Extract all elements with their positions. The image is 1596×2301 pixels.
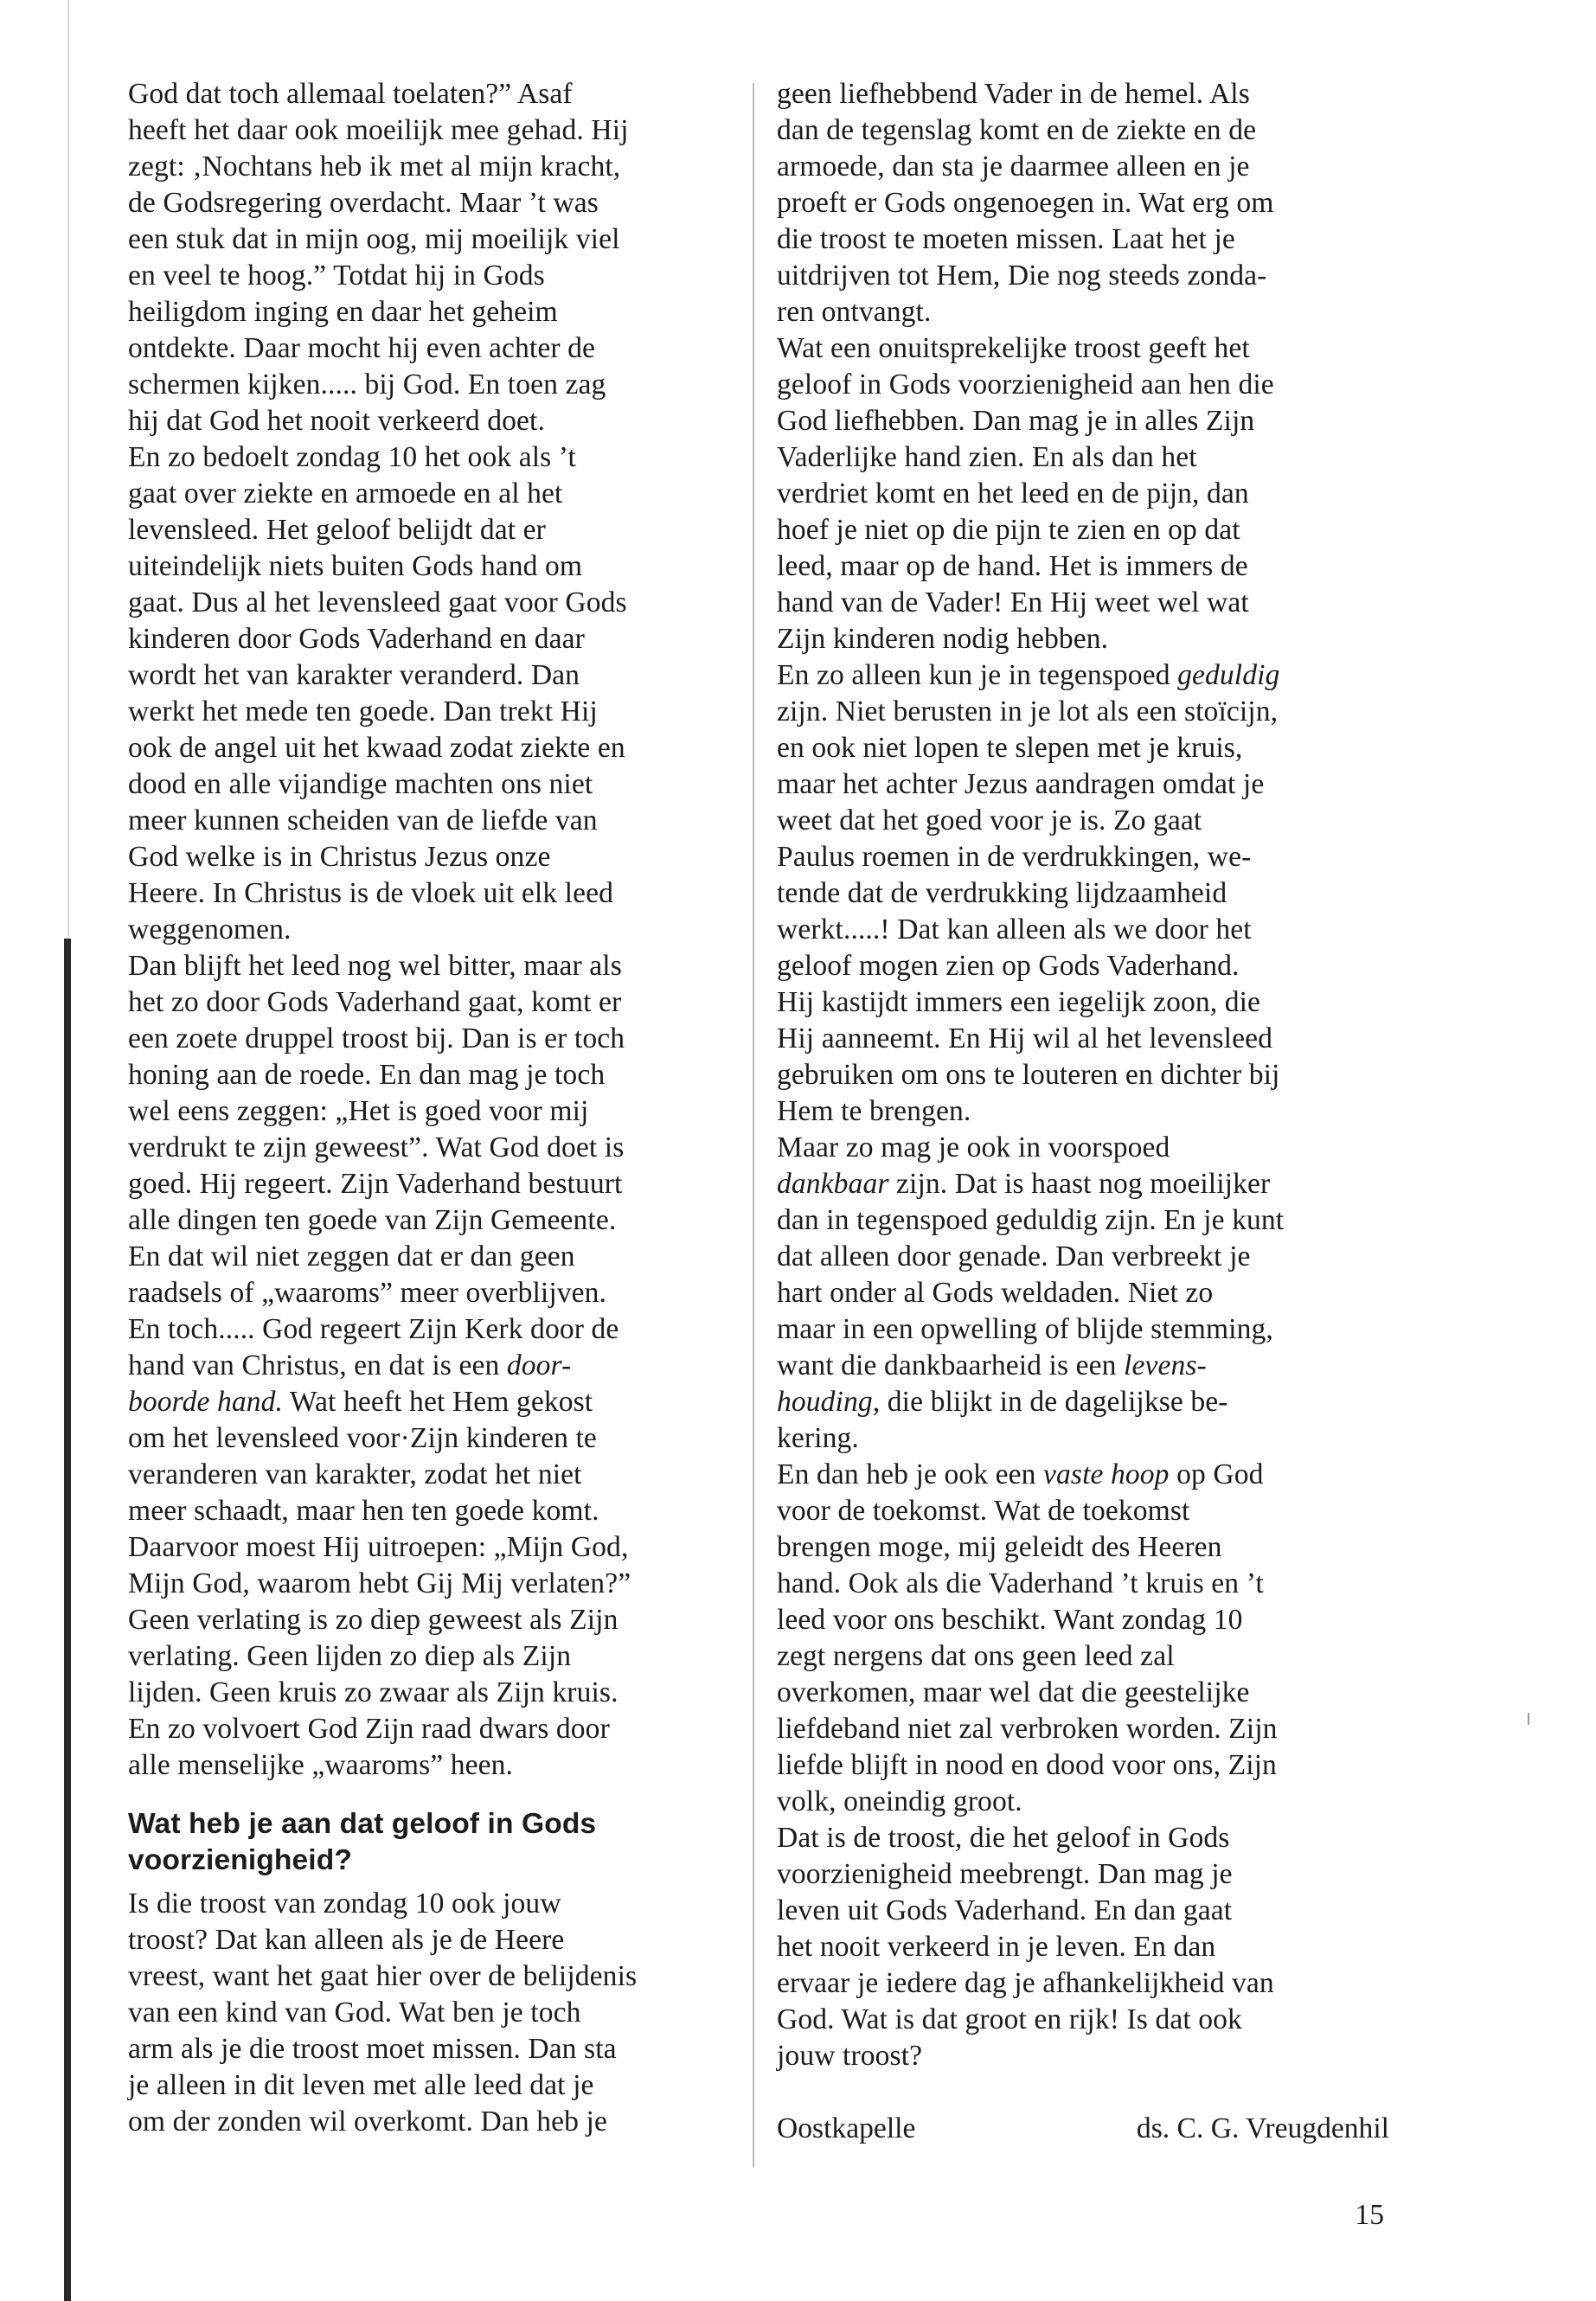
text-line: die troost te moeten missen. Laat het je <box>777 223 1235 255</box>
text-segment: die blijkt in de dagelijkse be- <box>880 1386 1228 1418</box>
text-line <box>777 657 1407 694</box>
section-heading: Wat heb je aan dat geloof in Gods <box>128 1808 597 1840</box>
text-line <box>777 1457 1407 1493</box>
text-line: geloof mogen zien op Gods Vaderhand. <box>777 950 1240 982</box>
text-line: gaat. Dus al het levensleed gaat voor Gods <box>128 586 627 619</box>
text-line: uiteindelijk niets buiten Gods hand om <box>128 550 583 582</box>
text-line: geloof in Gods voorzienigheid aan hen die <box>777 369 1274 401</box>
text-line: verdrukt te zijn geweest”. Wat God doet is <box>128 1131 625 1163</box>
text-line: van een kind van God. Wat ben je toch <box>128 1997 581 2029</box>
text-line: En toch..... God regeert Zijn Kerk door de <box>128 1313 619 1345</box>
text-line: dat alleen door genade. Dan verbreekt je <box>777 1240 1251 1272</box>
text-line: leed, maar op de hand. Het is immers de <box>777 550 1248 582</box>
text-line: weggenomen. <box>128 913 292 945</box>
text-line: honing aan de roede. En dan mag je toch <box>128 1059 606 1091</box>
text-line: God welke is in Christus Jezus onze <box>128 841 551 873</box>
text-line: kering. <box>777 1422 859 1454</box>
text-line: proeft er Gods ongenoegen in. Wat erg om <box>777 187 1274 219</box>
text-line: Paulus roemen in de verdrukkingen, we- <box>777 841 1252 873</box>
text-line: Is die troost van zondag 10 ook jouw <box>128 1888 561 1920</box>
text-line: Maar zo mag je ook in voorspoed <box>777 1131 1170 1163</box>
section-gap <box>128 1879 751 1886</box>
text-line: de Godsregering overdacht. Maar ’t was <box>128 187 599 219</box>
text-line: ontdekte. Daar mocht hij even achter de <box>128 332 595 364</box>
italic-text: levens- <box>1124 1349 1207 1381</box>
text-line: een zoete druppel troost bij. Dan is er toch <box>128 1022 625 1054</box>
section-gap <box>128 1784 751 1806</box>
text-line: maar het achter Jezus aandragen omdat je <box>777 768 1265 800</box>
text-line: wel eens zeggen: „Het is goed voor mij <box>128 1095 589 1127</box>
text-line: hand van de Vader! En Hij weet wel wat <box>777 586 1249 619</box>
text-line: om der zonden wil overkomt. Dan heb je <box>128 2106 607 2138</box>
text-line: levensleed. Het geloof belijdt dat er <box>128 514 546 546</box>
text-line: Wat een onuitsprekelijke troost geeft het <box>777 332 1250 364</box>
text-segment: Wat heeft het Hem gekost <box>283 1386 593 1418</box>
text-line: heiligdom inging en daar het geheim <box>128 296 558 328</box>
text-line: werkt.....! Dat kan alleen als we door het <box>777 913 1252 945</box>
text-line: lijden. Geen kruis zo zwaar als Zijn kruis. <box>128 1676 619 1708</box>
text-line <box>128 1384 751 1420</box>
text-line: hoef je niet op die pijn te zien en op dat <box>777 514 1240 546</box>
text-line: kinderen door Gods Vaderhand en daar <box>128 623 585 655</box>
text-line: raadsels of „waaroms” meer overblijven. <box>128 1277 607 1309</box>
left-column <box>128 76 751 2140</box>
text-line: armoede, dan sta je daarmee alleen en je <box>777 151 1250 183</box>
text-line: werkt het mede ten goede. Dan trekt Hij <box>128 695 598 727</box>
text-line: verdriet komt en het leed en de pijn, dan <box>777 478 1249 510</box>
text-line: vreest, want het gaat hier over de belijdenis <box>128 1960 638 1992</box>
page-number: 15 <box>1355 2199 1384 2231</box>
text-line: hart onder al Gods weldaden. Niet zo <box>777 1277 1214 1309</box>
text-line: heeft het daar ook moeilijk mee gehad. Hij <box>128 114 629 146</box>
text-line: troost? Dat kan alleen als je de Heere <box>128 1924 565 1956</box>
text-line: maar in een opwelling of blijde stemming, <box>777 1313 1273 1345</box>
stray-print-mark <box>1528 1713 1529 1725</box>
text-line: brengen moge, mij geleidt des Heeren <box>777 1531 1222 1563</box>
text-line: En zo bedoelt zondag 10 het ook als ’t <box>128 441 576 473</box>
text-line: gaat over ziekte en armoede en al het <box>128 478 563 510</box>
text-line: dood en alle vijandige machten ons niet <box>128 768 593 800</box>
text-line: Hem te brengen. <box>777 1095 971 1127</box>
text-line: liefdeband niet zal verbroken worden. Zijn <box>777 1713 1278 1745</box>
text-line: om het levensleed voor·Zijn kinderen te <box>128 1422 597 1454</box>
text-line: hij dat God het nooit verkeerd doet. <box>128 405 545 437</box>
text-line: hand. Ook als die Vaderhand ’t kruis en ’t <box>777 1567 1264 1599</box>
text-line: Geen verlating is zo diep geweest als Zijn <box>128 1604 619 1636</box>
text-line: leed voor ons beschikt. Want zondag 10 <box>777 1604 1243 1636</box>
text-line: En zo volvoert God Zijn raad dwars door <box>128 1713 610 1745</box>
italic-text: geduldig <box>1177 659 1280 691</box>
text-line: verlating. Geen lijden zo diep als Zijn <box>128 1640 572 1672</box>
text-line: alle menselijke „waaroms” heen. <box>128 1749 514 1781</box>
text-line: wordt het van karakter veranderd. Dan <box>128 659 580 691</box>
text-line: meer schaadt, maar hen ten goede komt. <box>128 1495 599 1527</box>
text-line: arm als je die troost moet missen. Dan sta <box>128 2033 617 2065</box>
text-line: God liefhebben. Dan mag je in alles Zijn <box>777 405 1255 437</box>
text-line: geen liefhebbend Vader in de hemel. Als <box>777 78 1250 110</box>
text-segment: En zo alleen kun je in tegenspoed <box>777 659 1178 691</box>
text-line: zegt nergens dat ons geen leed zal <box>777 1640 1175 1672</box>
text-line: zegt: ‚Nochtans heb ik met al mijn kracht, <box>128 151 621 183</box>
column-divider <box>753 83 754 2168</box>
italic-text: houding, <box>777 1386 881 1418</box>
text-line: een stuk dat in mijn oog, mij moeilijk viel <box>128 223 620 255</box>
text-line: ren ontvangt. <box>777 296 932 328</box>
text-line: gebruiken om ons te louteren en dichter bij <box>777 1059 1280 1091</box>
text-segment: hand van Christus, en dat is een <box>128 1349 507 1381</box>
text-segment: En dan heb je ook een <box>777 1458 1044 1490</box>
right-column <box>777 76 1407 2074</box>
text-line: zijn. Niet berusten in je lot als een stoïcijn, <box>777 695 1279 727</box>
text-line: veranderen van karakter, zodat het niet <box>128 1458 582 1490</box>
text-line: meer kunnen scheiden van de liefde van <box>128 804 598 836</box>
text-segment: op God <box>1169 1458 1264 1490</box>
text-line: Daarvoor moest Hij uitroepen: „Mijn God, <box>128 1531 629 1563</box>
text-line: dan de tegenslag komt en de ziekte en de <box>777 114 1257 146</box>
text-line: God dat toch allemaal toelaten?” Asaf <box>128 78 573 110</box>
text-line: God. Wat is dat groot en rijk! Is dat ook <box>777 2003 1242 2035</box>
text-line <box>777 1384 1407 1420</box>
text-line: het nooit verkeerd in je leven. En dan <box>777 1931 1216 1963</box>
text-line: liefde blijft in nood en dood voor ons, Zijn <box>777 1749 1277 1781</box>
italic-text: vaste hoop <box>1043 1458 1170 1490</box>
signature-author: ds. C. G. Vreugdenhil <box>1136 2112 1389 2144</box>
text-line: Hij kastijdt immers een iegelijk zoon, die <box>777 986 1261 1018</box>
text-line: overkomen, maar wel dat die geestelijke <box>777 1676 1250 1708</box>
text-line: volk, oneindig groot. <box>777 1785 1022 1817</box>
article-signature <box>777 2111 1389 2147</box>
text-line: uitdrijven tot Hem, Die nog steeds zonda- <box>777 260 1267 292</box>
text-line: jouw troost? <box>777 2040 923 2072</box>
text-line: en veel te hoog.” Totdat hij in Gods <box>128 260 545 292</box>
text-line: het zo door Gods Vaderhand gaat, komt er <box>128 986 622 1018</box>
italic-text: boorde hand. <box>128 1386 284 1418</box>
signature-place: Oostkapelle <box>777 2112 916 2144</box>
text-line: Vaderlijke hand zien. En als dan het <box>777 441 1197 473</box>
text-line: ook de angel uit het kwaad zodat ziekte en <box>128 732 625 764</box>
section-heading: voorzienigheid? <box>128 1844 352 1876</box>
text-line <box>777 1166 1407 1202</box>
text-line: leven uit Gods Vaderhand. En dan gaat <box>777 1894 1233 1926</box>
text-line: Heere. In Christus is de vloek uit elk leed <box>128 877 613 909</box>
text-line: Dan blijft het leed nog wel bitter, maar als <box>128 950 622 982</box>
page-binding-edge <box>64 939 71 2301</box>
italic-text: dankbaar <box>777 1168 889 1200</box>
italic-text: door- <box>506 1349 572 1381</box>
text-line: En dat wil niet zeggen dat er dan geen <box>128 1240 575 1272</box>
text-segment: zijn. Dat is haast nog moeilijker <box>888 1168 1271 1200</box>
text-line: dan in tegenspoed geduldig zijn. En je kunt <box>777 1204 1285 1236</box>
page-binding-edge-light <box>67 0 69 939</box>
text-line <box>777 1348 1407 1384</box>
text-line <box>128 1348 751 1384</box>
text-line: alle dingen ten goede van Zijn Gemeente. <box>128 1204 617 1236</box>
text-line: voor de toekomst. Wat de toekomst <box>777 1495 1190 1527</box>
text-line: en ook niet lopen te slepen met je kruis, <box>777 732 1243 764</box>
text-line: ervaar je iedere dag je afhankelijkheid van <box>777 1967 1274 1999</box>
text-segment: want die dankbaarheid is een <box>777 1349 1125 1381</box>
text-line: Mijn God, waarom hebt Gij Mij verlaten?” <box>128 1567 631 1599</box>
text-line: weet dat het goed voor je is. Zo gaat <box>777 804 1202 836</box>
text-line: tende dat de verdrukking lijdzaamheid <box>777 877 1227 909</box>
text-line: je alleen in dit leven met alle leed dat je <box>128 2069 594 2101</box>
text-line: schermen kijken..... bij God. En toen zag <box>128 369 606 401</box>
text-line: Hij aanneemt. En Hij wil al het levensleed <box>777 1022 1272 1054</box>
text-line: voorzienigheid meebrengt. Dan mag je <box>777 1858 1233 1890</box>
text-line: Zijn kinderen nodig hebben. <box>777 623 1109 655</box>
text-line: goed. Hij regeert. Zijn Vaderhand bestuurt <box>128 1168 623 1200</box>
text-line: Dat is de troost, die het geloof in Gods <box>777 1822 1230 1854</box>
